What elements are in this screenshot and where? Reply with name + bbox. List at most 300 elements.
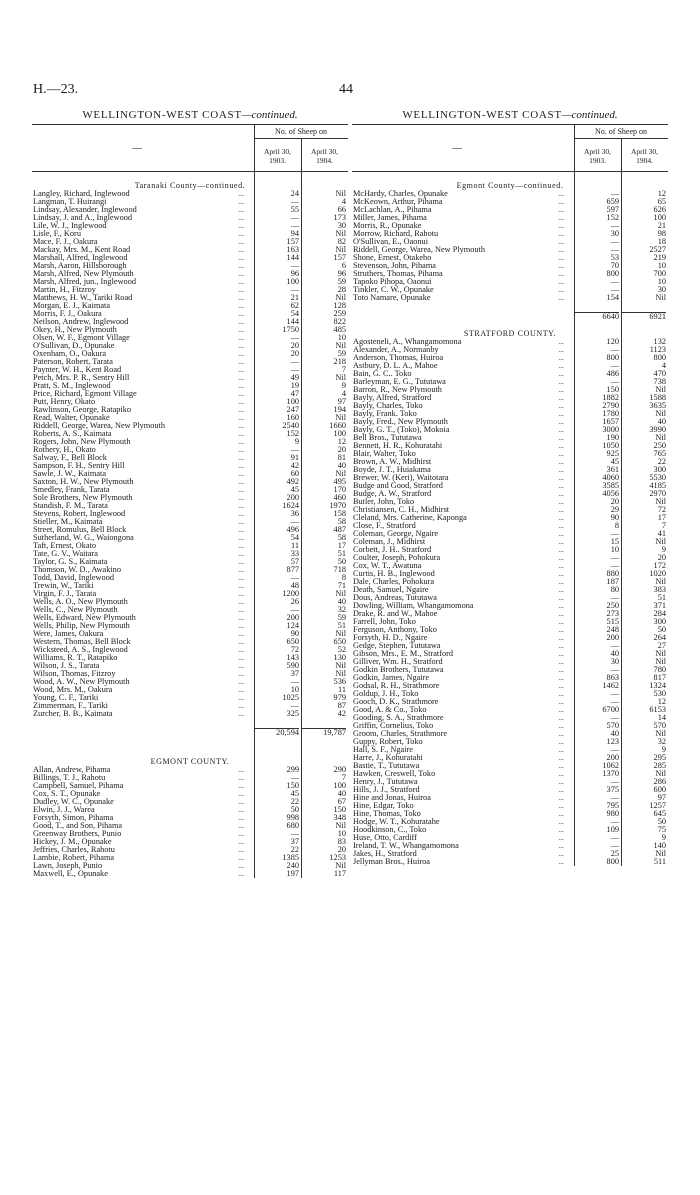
leader-dots: ... (238, 414, 244, 422)
leader-dots: ... (558, 370, 564, 378)
sheep-1903: 80 (610, 585, 619, 594)
sheep-1903: 1062 (602, 761, 619, 770)
sheep-1904: Nil (335, 469, 346, 478)
sheep-1904: 570 (653, 721, 666, 730)
owner-name: Good, T., and Son, Pihama (33, 821, 123, 830)
owner-name: Morgan, E. J., Kaimata (33, 301, 111, 310)
sheep-1904: 1970 (329, 501, 346, 510)
sheep-1904: 42 (337, 709, 346, 718)
sheep-1903: 25 (610, 849, 619, 858)
owner-name: Hodge, W. T., Kohuratahe (353, 817, 440, 826)
leader-dots: ... (558, 722, 564, 730)
leader-dots: ... (238, 254, 244, 262)
leader-dots: ... (558, 386, 564, 394)
owner-name: Cleland, Mrs. Catherine, Kaponga (353, 513, 467, 522)
table-row (32, 870, 348, 878)
owner-name: Drake, R. and W., Mahoe (353, 609, 438, 618)
sheep-1903: 42 (290, 461, 299, 470)
sheep-1904: 10 (337, 333, 346, 342)
leader-dots: ... (558, 794, 564, 802)
sheep-1903: 37 (290, 837, 299, 846)
sheep-1903: 200 (606, 633, 619, 642)
leader-dots: ... (558, 498, 564, 506)
leader-dots: ... (238, 286, 244, 294)
sheep-1904: 52 (337, 645, 346, 654)
owner-name: Corbett, J. H.. Stratford (353, 545, 432, 554)
sheep-1903: 154 (606, 293, 619, 302)
owner-name: Morris, F. J., Oakura (33, 309, 102, 318)
sheep-1903: 375 (606, 785, 619, 794)
sheep-1903: — (290, 517, 299, 526)
county-total-row (352, 312, 668, 320)
sheep-1904: Nil (335, 589, 346, 598)
table-body (352, 172, 668, 866)
owner-name: Todd, David, Inglewood (33, 573, 114, 582)
leader-dots: ... (238, 494, 244, 502)
sheep-1904: 132 (653, 337, 666, 346)
sheep-1903: — (290, 677, 299, 686)
sheep-1903: 53 (610, 253, 619, 262)
sheep-1904: 150 (333, 805, 346, 814)
sheep-1904: Nil (655, 293, 666, 302)
sheep-1904: 40 (337, 461, 346, 470)
owner-name: Anderson, Thomas, Huiroa (353, 353, 444, 362)
owner-name: Thomson, W. D., Awakino (33, 565, 121, 574)
leader-dots: ... (558, 198, 564, 206)
sheep-1904: 2970 (649, 489, 666, 498)
sheep-1904: 59 (337, 277, 346, 286)
sheep-1903: 96 (290, 269, 299, 278)
leader-dots: ... (558, 714, 564, 722)
sheep-1903: 8 (614, 521, 619, 530)
leader-dots: ... (558, 506, 564, 514)
date-1903-header: April 30, 1903. (263, 147, 292, 165)
sheep-1904: 250 (653, 441, 666, 450)
owner-name: Stevenson, John, Pihama (353, 261, 436, 270)
column-title-suffix: —continued. (241, 109, 298, 121)
owner-name: Riddell, George, Warea, New Plymouth (33, 421, 165, 430)
sheep-1904: 371 (653, 601, 666, 610)
leader-dots: ... (238, 294, 244, 302)
leader-dots: ... (238, 198, 244, 206)
sheep-1903: 70 (610, 261, 619, 270)
owner-name: Pratt, S. M., Inglewood (33, 381, 111, 390)
leader-dots: ... (558, 706, 564, 714)
leader-dots: ... (238, 598, 244, 606)
sheep-1904: 66 (337, 205, 346, 214)
sheep-1903: — (610, 237, 619, 246)
sheep-1904: 470 (653, 369, 666, 378)
owner-name: Barron, R., New Plymouth (353, 385, 442, 394)
owner-name: Hine, Edgar, Toko (353, 801, 414, 810)
leader-dots: ... (238, 366, 244, 374)
sheep-1903: 2790 (602, 401, 619, 410)
sheep-1904: 218 (333, 357, 346, 366)
sheep-1904: 11 (338, 685, 346, 694)
leader-dots: ... (238, 622, 244, 630)
sheep-1904: 59 (337, 349, 346, 358)
leader-dots: ... (558, 578, 564, 586)
leader-dots: ... (238, 214, 244, 222)
owner-name: Gilliver, Wm. H., Stratford (353, 657, 443, 666)
leader-dots: ... (558, 842, 564, 850)
left-column (32, 108, 348, 878)
sheep-1904: 3990 (649, 425, 666, 434)
owner-name: Toto Namare, Opunake (353, 293, 431, 302)
sheep-1904: 98 (657, 229, 666, 238)
sheep-1903: 250 (606, 601, 619, 610)
sheep-1903: 190 (606, 433, 619, 442)
leader-dots: ... (558, 658, 564, 666)
leader-dots: ... (238, 190, 244, 198)
owner-name: Forsyth, Simon, Pihama (33, 813, 114, 822)
sheep-1903: 54 (290, 533, 299, 542)
leader-dots: ... (238, 486, 244, 494)
leader-dots: ... (558, 362, 564, 370)
owner-name: Olsen, W. F., Egmont Village (33, 333, 130, 342)
sheep-1903: — (610, 189, 619, 198)
leader-dots: ... (238, 478, 244, 486)
leader-dots: ... (558, 458, 564, 466)
owner-name: Boyde, J. T., Huiakama (353, 465, 431, 474)
sheep-1904: 460 (333, 493, 346, 502)
leader-dots: ... (238, 870, 244, 878)
sheep-1903: 60 (290, 469, 299, 478)
owner-name: Maxwell, E., Opunake (33, 869, 108, 878)
sheep-1904: 4 (341, 389, 346, 398)
sheep-1904: 600 (653, 785, 666, 794)
sheep-1903: 49 (290, 373, 299, 382)
sheep-1904: 300 (653, 465, 666, 474)
owner-name: Cox, S. T., Opunake (33, 789, 101, 798)
owner-name: Trewin, W., Tariki (33, 581, 94, 590)
sheep-1903: — (290, 701, 299, 710)
sheep-1904: Nil (655, 537, 666, 546)
leader-dots: ... (238, 862, 244, 870)
leader-dots: ... (238, 390, 244, 398)
sheep-1903: 325 (286, 709, 299, 718)
owner-name: Lambie, Robert, Pihama (33, 853, 115, 862)
sheep-1903: 1462 (602, 681, 619, 690)
leader-dots: ... (238, 694, 244, 702)
leader-dots: ... (238, 550, 244, 558)
sheep-1903: 163 (286, 245, 299, 254)
leader-dots: ... (238, 646, 244, 654)
sheep-1904: 10 (337, 829, 346, 838)
sheep-1904: 20 (657, 553, 666, 562)
owner-name: Dous, Andreas, Tututawa (353, 593, 437, 602)
leader-dots: ... (558, 746, 564, 754)
sheep-1903: 94 (290, 229, 299, 238)
sheep-1904: 50 (657, 625, 666, 634)
sheep-1904: 72 (657, 505, 666, 514)
leader-dots: ... (238, 326, 244, 334)
sheep-1904: 9 (661, 833, 666, 842)
sheep-1903: 123 (606, 737, 619, 746)
sheep-1904: 17 (337, 541, 346, 550)
owner-name: Billings, T. J., Rahotu (33, 773, 106, 782)
sheep-1904: 100 (333, 781, 346, 790)
sheep-1903: 37 (290, 669, 299, 678)
leader-dots: ... (238, 382, 244, 390)
owner-name: Huse, Otto, Cardiff (353, 833, 417, 842)
sheep-1904: Nil (335, 413, 346, 422)
owner-name: Dowling, William, Whangamomona (353, 601, 474, 610)
owner-name: Cox, W. T., Awatuna (353, 561, 422, 570)
sheep-1904: Nil (335, 189, 346, 198)
sheep-1903: 26 (290, 597, 299, 606)
owner-name: Street, Romulus, Bell Block (33, 525, 127, 534)
sheep-1904: 7 (341, 773, 346, 782)
sheep-1904: 979 (333, 693, 346, 702)
sheep-1903: 597 (606, 205, 619, 214)
sheep-1903: 800 (606, 269, 619, 278)
owner-name: Wells, A. O., New Plymouth (33, 597, 128, 606)
county-name: STRATFORD COUNTY. (463, 329, 557, 338)
sheep-1903: 240 (286, 861, 299, 870)
owner-name: Okey, H., New Plymouth (33, 325, 117, 334)
sheep-1904: 650 (333, 637, 346, 646)
leader-dots: ... (558, 238, 564, 246)
sheep-1903: 45 (290, 789, 299, 798)
owner-name: Godkin, James, Ngaire (353, 673, 430, 682)
owner-name: Lile, W. J., Inglewood (33, 221, 107, 230)
sheep-1903: 1385 (282, 853, 299, 862)
sheep-1904: 28 (337, 285, 346, 294)
leader-dots: ... (558, 466, 564, 474)
report-reference: H.—23. (33, 82, 79, 97)
sheep-1904: 3635 (649, 401, 666, 410)
sheep-1904: 10 (657, 277, 666, 286)
sheep-1903: 800 (606, 353, 619, 362)
sheep-1903: — (610, 377, 619, 386)
leader-dots: ... (558, 474, 564, 482)
owner-name: Sutherland, W. G., Waiongona (33, 533, 134, 542)
sheep-1904: 32 (337, 605, 346, 614)
owner-name: Taft, Ernest, Okato (33, 541, 97, 550)
owner-name: Langley, Richard, Inglewood (33, 189, 130, 198)
sheep-1903: 1025 (282, 693, 299, 702)
sheep-1904: 286 (653, 777, 666, 786)
sheep-count-header: No. of Sheep on (574, 127, 668, 139)
sheep-1904: 645 (653, 809, 666, 818)
owner-name: Ireland, T. W., Whangamomona (353, 841, 459, 850)
sheep-1904: 1020 (649, 569, 666, 578)
owner-name: Jeffries, Charles, Rahotu (33, 845, 115, 854)
owner-name: Barleyman, E. G., Tututawa (353, 377, 446, 386)
owner-name: Sole Brothers, New Plymouth (33, 493, 133, 502)
sheep-1904: 97 (337, 397, 346, 406)
sheep-1904: 264 (653, 633, 666, 642)
sheep-1904: Nil (655, 657, 666, 666)
sheep-1903: — (610, 529, 619, 538)
sheep-1903: — (610, 713, 619, 722)
sheep-1904: 32 (657, 737, 666, 746)
sheep-1903: 925 (606, 449, 619, 458)
leader-dots: ... (558, 190, 564, 198)
sheep-1903: — (610, 245, 619, 254)
leader-dots: ... (238, 798, 244, 806)
leader-dots: ... (558, 546, 564, 554)
leader-dots: ... (558, 602, 564, 610)
leader-dots: ... (238, 222, 244, 230)
owner-name: Farrell, John, Toko (353, 617, 416, 626)
leader-dots: ... (238, 590, 244, 598)
sheep-1904: 7 (661, 521, 666, 530)
table-body (32, 172, 348, 878)
owner-name: Bayly, Frank. Toko (353, 409, 417, 418)
leader-dots: ... (238, 814, 244, 822)
leader-dots: ... (558, 594, 564, 602)
sheep-1903: 10 (610, 545, 619, 554)
sheep-1903: 90 (610, 513, 619, 522)
sheep-1903: 9 (294, 437, 299, 446)
owner-name: Sawle, J. W., Kaimata (33, 469, 107, 478)
leader-dots: ... (558, 278, 564, 286)
leader-dots: ... (558, 410, 564, 418)
sheep-1903: — (610, 553, 619, 562)
owner-name: Lindsay, J. and A., Inglewood (33, 213, 133, 222)
leader-dots: ... (238, 806, 244, 814)
leader-dots: ... (238, 790, 244, 798)
owner-name: Bennett, H. R., Kohuratahi (353, 441, 443, 450)
sheep-1904: 58 (337, 517, 346, 526)
sheep-1903: 152 (606, 213, 619, 222)
leader-dots: ... (238, 230, 244, 238)
sheep-1903: 22 (290, 797, 299, 806)
leader-dots: ... (558, 442, 564, 450)
sheep-1904: 290 (333, 765, 346, 774)
owner-name: Tinkler, C. W., Opunake (353, 285, 434, 294)
sheep-1903: 19 (290, 381, 299, 390)
sheep-1903: 273 (606, 609, 619, 618)
table-row (32, 710, 348, 718)
sheep-1904: 780 (653, 665, 666, 674)
county-name: Taranaki County—continued. (134, 181, 246, 190)
sheep-1904: Nil (335, 229, 346, 238)
owner-name: Goldup, J. H., Toko (353, 689, 419, 698)
name-column-header: — (452, 143, 462, 154)
sheep-1903: 11 (291, 541, 299, 550)
date-1904-header: April 30, 1904. (630, 147, 659, 165)
sheep-1903: 45 (610, 457, 619, 466)
leader-dots: ... (558, 586, 564, 594)
leader-dots: ... (558, 286, 564, 294)
owner-name: Wells, Edward, New Plymouth (33, 613, 136, 622)
owner-name: Salway, F., Bell Block (33, 453, 107, 462)
leader-dots: ... (238, 342, 244, 350)
sheep-1903: 299 (286, 765, 299, 774)
sheep-1903: 1750 (282, 325, 299, 334)
sheep-1904: 67 (337, 797, 346, 806)
leader-dots: ... (558, 294, 564, 302)
leader-dots: ... (238, 838, 244, 846)
owner-name: Tate, G. V., Waitara (33, 549, 98, 558)
owner-name: Struthers, Thomas, Pihama (353, 269, 443, 278)
sheep-1904: 20 (337, 845, 346, 854)
owner-name: Guppy, Robert, Toko (353, 737, 423, 746)
sheep-1903: — (290, 197, 299, 206)
sheep-1903: 90 (290, 629, 299, 638)
sheep-1904: 738 (653, 377, 666, 386)
sheep-1904: 1253 (329, 853, 346, 862)
county-name: EGMONT COUNTY. (150, 757, 230, 766)
sheep-1903: 91 (290, 453, 299, 462)
owner-name: Christiansen, C. H., Midhirst (353, 505, 450, 514)
sheep-1903: 515 (606, 617, 619, 626)
sheep-1904: 219 (653, 253, 666, 262)
leader-dots: ... (238, 638, 244, 646)
owner-name: Hawken, Creswell, Toko (353, 769, 436, 778)
leader-dots: ... (238, 710, 244, 718)
owner-name: Wilson, Thomas, Fitzroy (33, 669, 116, 678)
sheep-1904: 822 (333, 317, 346, 326)
sheep-1904: 157 (333, 253, 346, 262)
leader-dots: ... (238, 686, 244, 694)
sheep-1903: 22 (290, 845, 299, 854)
sheep-1904: 8 (341, 573, 346, 582)
owner-name: Stieller, M., Kaimata (33, 517, 103, 526)
owner-name: Wood, Mrs. M., Oakura (33, 685, 113, 694)
sheep-1904: Nil (655, 769, 666, 778)
sheep-1903: 20 (290, 341, 299, 350)
owner-name: Brown, A. W., Midhirst (353, 457, 432, 466)
leader-dots: ... (238, 614, 244, 622)
leader-dots: ... (238, 462, 244, 470)
sheep-1904: 383 (653, 585, 666, 594)
table-header (32, 124, 348, 172)
sheep-1904: 81 (337, 453, 346, 462)
sheep-1903: 4056 (602, 489, 619, 498)
name-column-header: — (132, 143, 142, 154)
owner-name: Astbury, D. L. A., Mahoe (353, 361, 438, 370)
owner-name: O'Sullivan, D., Opunake (33, 341, 115, 350)
column-title-main: WELLINGTON-WEST COAST (82, 109, 242, 121)
leader-dots: ... (558, 402, 564, 410)
leader-dots: ... (558, 262, 564, 270)
owner-name: Read, Walter, Opunake (33, 413, 110, 422)
sheep-1904: 4185 (649, 481, 666, 490)
owner-name: Roberts, A. S., Kaimata (33, 429, 112, 438)
owner-name: Butler, John, Toko (353, 497, 415, 506)
owner-name: Godkin Brothers, Tututawa (353, 665, 444, 674)
leader-dots: ... (558, 834, 564, 842)
sheep-1904: 12 (657, 697, 666, 706)
sheep-1903: — (610, 777, 619, 786)
sheep-1903: 152 (286, 429, 299, 438)
owner-name: McHardy, Charles, Opunake (353, 189, 448, 198)
owner-name: Zurcher, B. B., Kaimata (33, 709, 113, 718)
owner-name: Campbell, Samuel, Pihama (33, 781, 124, 790)
sheep-1903: 200 (286, 613, 299, 622)
sheep-1903: 1050 (602, 441, 619, 450)
sheep-1903: 120 (606, 337, 619, 346)
sheep-1904: Nil (335, 821, 346, 830)
sheep-1903: 247 (286, 405, 299, 414)
owner-name: Groom, Charles, Strathmore (353, 729, 448, 738)
leader-dots: ... (238, 278, 244, 286)
leader-dots: ... (238, 830, 244, 838)
owner-name: Oxenham, O., Oakura (33, 349, 107, 358)
owner-name: Budge, A. W., Stratford (353, 489, 432, 498)
owner-name: Lisle, F., Koru (33, 229, 81, 238)
sheep-1904: 51 (657, 593, 666, 602)
sheep-1904: 6153 (649, 705, 666, 714)
sheep-1904: 300 (653, 617, 666, 626)
owner-name: Alexander, A., Normanby (353, 345, 439, 354)
sheep-1903: 29 (610, 505, 619, 514)
sheep-1903: 650 (286, 637, 299, 646)
